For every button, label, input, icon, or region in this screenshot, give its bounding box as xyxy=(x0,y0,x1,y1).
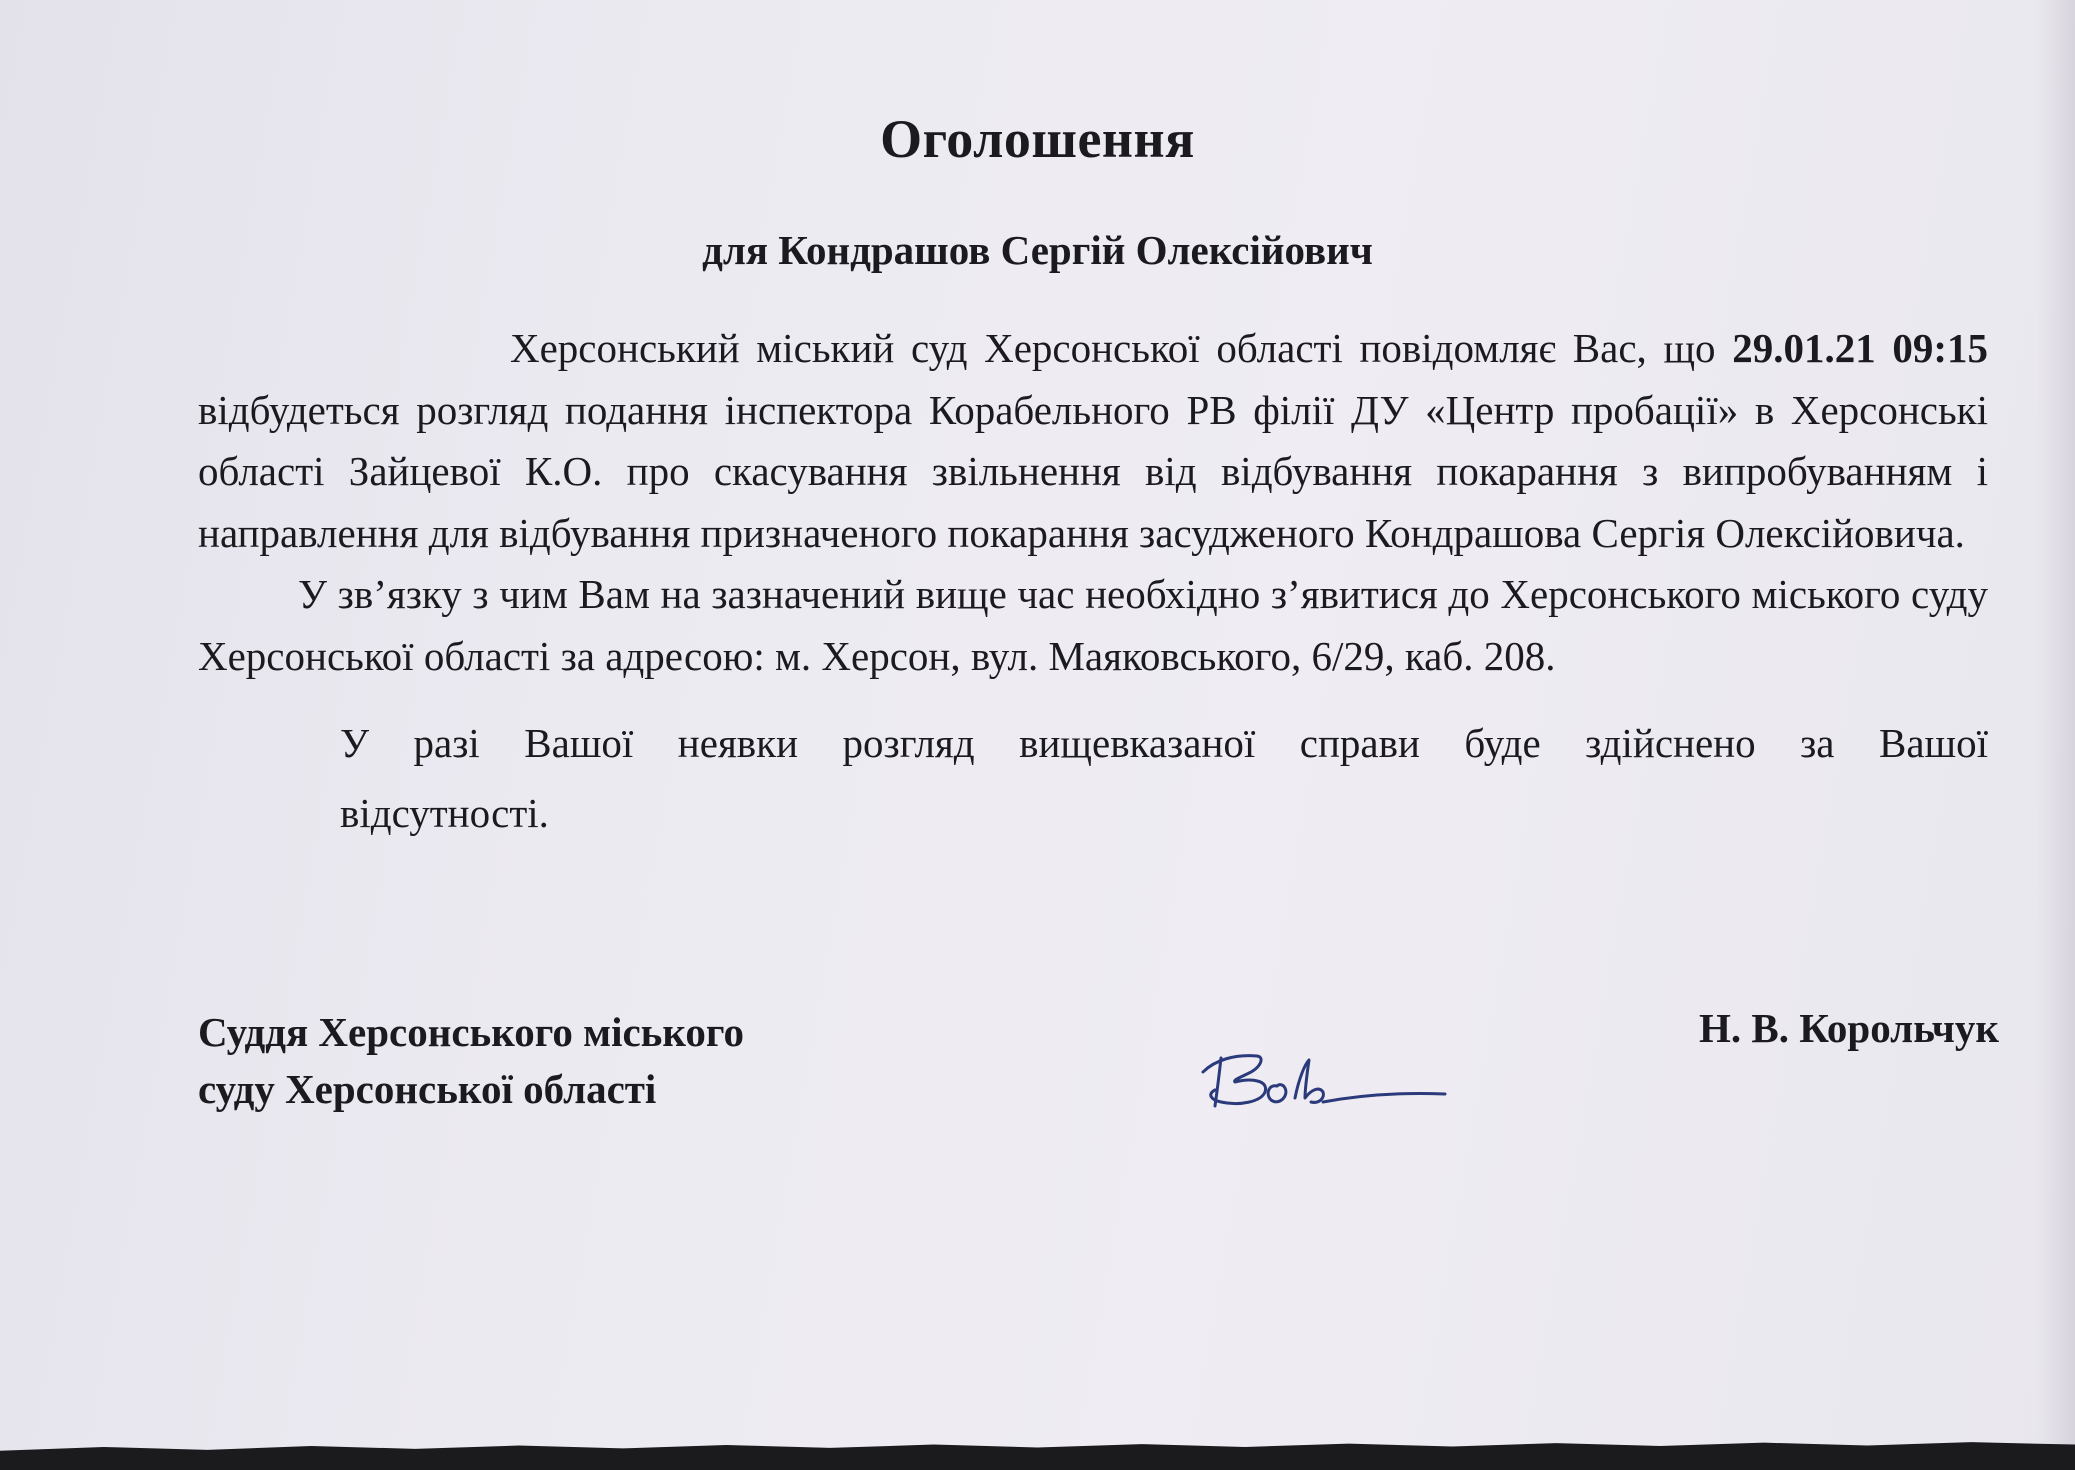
paragraph-appearance-address: У зв’язку з чим Вам на зазначений вище час необхідно з’явитися до Херсонського міського суду Херсонської області за адресою: м. Херсон, вул. Маяковського, 6/29, каб. 208. xyxy=(198,571,1988,679)
notice-recipient: для Кондрашов Сергій Олексійович xyxy=(702,227,1373,273)
judge-position xyxy=(198,1004,744,1118)
hearing-intro-text: Херсонський міський суд Херсонської області повідомляє Вас, що xyxy=(510,325,1733,371)
page-bottom-edge xyxy=(0,1422,2075,1470)
paragraph-hearing-info xyxy=(198,318,1988,564)
judge-name: Н. В. Корольчук xyxy=(1699,1005,1999,1051)
hearing-datetime: 29.01.21 09:15 xyxy=(1732,325,1989,371)
paragraph-absence-warning xyxy=(198,713,1988,844)
absence-warning-last-word: відсутності. xyxy=(340,789,549,836)
judge-position-line1: Суддя Херсонського міського xyxy=(198,1009,745,1055)
notice-body xyxy=(198,318,1988,844)
handwritten-signature xyxy=(1195,1020,1455,1130)
judge-position-line2: суду Херсонської області xyxy=(198,1066,657,1112)
hearing-details-text: відбудеться розгляд подання інспектора Корабельного РВ філії ДУ «Центр пробації» в Херсонські області Зайцевої К.О. про скасування звільнення від відбування покарання з випробуванням і направлення для відбування призначеного покарання засудженого Кондрашова Сергія Олексійовича. xyxy=(198,386,1988,556)
absence-warning-text: У разі Вашої неявки розгляд вищевказаної справи буде здійснено за Вашої xyxy=(340,720,1988,766)
notice-title: Оголошення xyxy=(880,109,1195,169)
page-shadow xyxy=(2035,0,2075,1470)
